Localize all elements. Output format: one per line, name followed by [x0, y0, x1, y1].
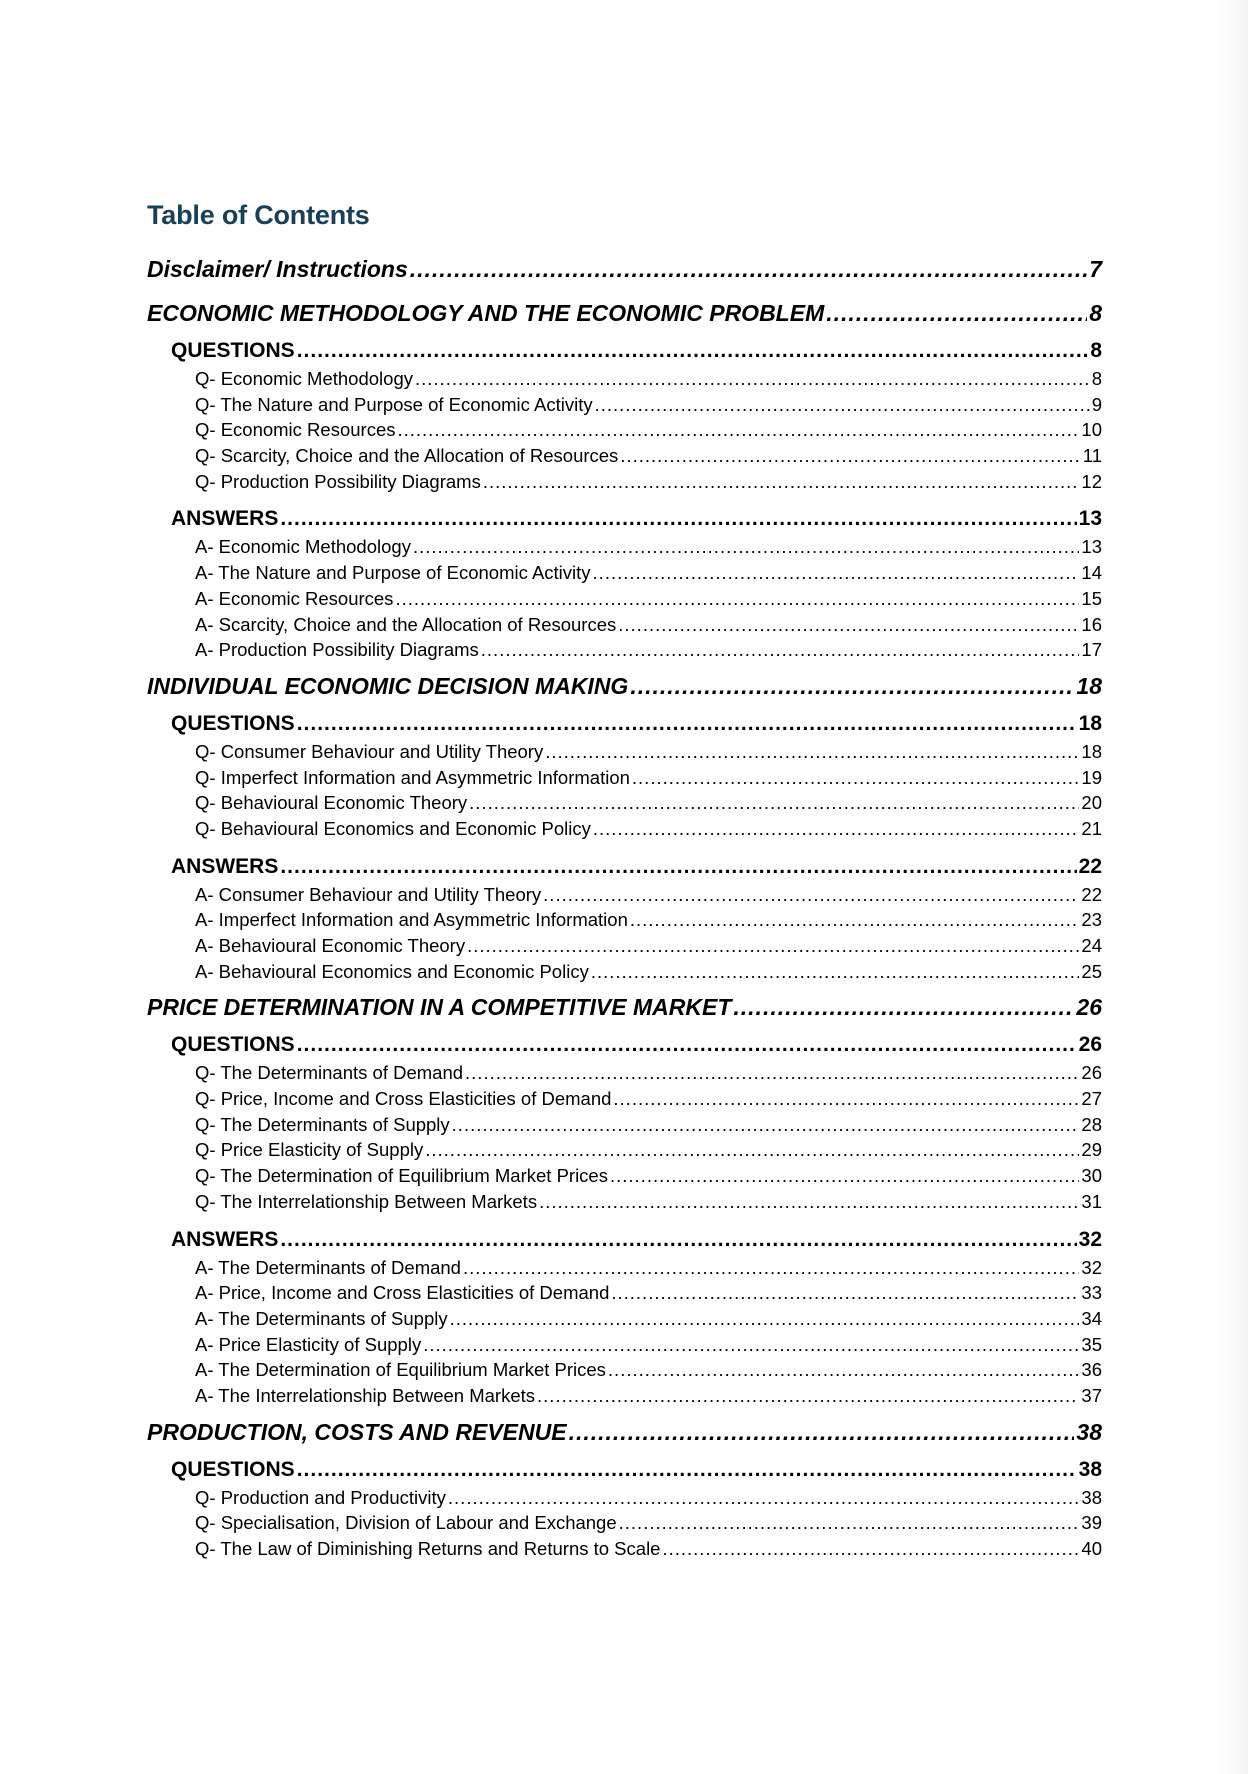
- toc-page-number: 38: [1078, 1457, 1102, 1481]
- dot-leader: [297, 709, 1077, 739]
- toc-page-number: 38: [1076, 1418, 1102, 1445]
- toc-page-number: 13: [1078, 507, 1102, 531]
- toc-entry-label: Q- Production and Productivity: [195, 1486, 446, 1508]
- toc-entry[interactable]: [147, 907, 1102, 933]
- toc-entry[interactable]: [147, 1060, 1102, 1086]
- dot-leader: [297, 1455, 1077, 1485]
- toc-page-number: 32: [1078, 1227, 1102, 1251]
- toc-entry-label: Q- The Determinants of Demand: [195, 1062, 464, 1084]
- toc-entry-label: PRICE DETERMINATION IN A COMPETITIVE MARKET: [147, 994, 732, 1021]
- toc-entry-label: Disclaimer/ Instructions: [147, 256, 408, 282]
- toc-entry[interactable]: [147, 417, 1102, 443]
- toc-entry-label: PRODUCTION, COSTS AND REVENUE: [147, 1418, 567, 1445]
- dot-leader: [632, 765, 1080, 791]
- toc-entry-disclaimer[interactable]: [147, 252, 1102, 290]
- dot-leader: [465, 1060, 1079, 1086]
- toc-page-number: 27: [1081, 1088, 1102, 1110]
- dot-leader: [595, 392, 1090, 418]
- toc-entry-label: A- Economic Methodology: [195, 536, 411, 558]
- toc-page-number: 19: [1081, 766, 1102, 788]
- toc-entry-label: Q- Behavioural Economics and Economic Policy: [195, 817, 591, 839]
- toc-entry-label: Q- Economic Methodology: [195, 368, 413, 389]
- dot-leader: [610, 1163, 1079, 1189]
- dot-leader: [467, 933, 1079, 959]
- toc-entry[interactable]: [147, 612, 1102, 638]
- toc-entry-label: A- Economic Resources: [195, 587, 394, 609]
- toc-page-number: 7: [1089, 256, 1102, 282]
- toc-entry-label: A- The Nature and Purpose of Economic Activity: [195, 562, 591, 584]
- toc-entry-label: ECONOMIC METHODOLOGY AND THE ECONOMIC PROBLEM: [147, 300, 825, 326]
- toc-title: Table of Contents: [147, 200, 370, 230]
- toc-entry-label: Q- Imperfect Information and Asymmetric Information: [195, 766, 630, 788]
- toc-page-number: 9: [1091, 393, 1102, 415]
- dot-leader: [481, 637, 1080, 663]
- toc-questions-heading[interactable]: [147, 709, 1102, 739]
- toc-page-number: 11: [1082, 445, 1102, 467]
- dot-leader: [543, 882, 1079, 908]
- dot-leader: [619, 1510, 1080, 1536]
- toc-entry[interactable]: [147, 765, 1102, 791]
- toc-entry[interactable]: [147, 882, 1102, 908]
- toc-entry[interactable]: [147, 739, 1102, 765]
- toc-entry[interactable]: [147, 366, 1102, 392]
- dot-leader: [539, 1189, 1079, 1215]
- dot-leader: [611, 1280, 1079, 1306]
- toc-page-number: 25: [1081, 960, 1102, 982]
- toc-entry-label: A- Production Possibility Diagrams: [195, 639, 479, 661]
- toc-page-number: 28: [1081, 1113, 1102, 1135]
- dot-leader: [280, 504, 1076, 534]
- toc-entry-label: Q- Specialisation, Division of Labour and Exchange: [195, 1512, 617, 1534]
- dot-leader: [591, 959, 1080, 985]
- toc-page-number: 32: [1081, 1256, 1102, 1278]
- toc-entry[interactable]: [147, 1536, 1102, 1562]
- toc-entry-label: ANSWERS: [171, 1227, 279, 1251]
- dot-leader: [620, 443, 1080, 469]
- toc-page-number: 10: [1081, 419, 1102, 441]
- toc-entry-label: Q- Behavioural Economic Theory: [195, 792, 468, 814]
- toc-entry[interactable]: [147, 959, 1102, 985]
- toc-entry-label: A- Behavioural Economic Theory: [195, 935, 466, 956]
- toc-page-number: 12: [1081, 470, 1102, 492]
- dot-leader: [662, 1536, 1079, 1562]
- toc-answers-heading[interactable]: [147, 504, 1102, 534]
- toc-questions-heading[interactable]: [147, 336, 1102, 366]
- dot-leader: [410, 252, 1087, 286]
- dot-leader: [545, 739, 1079, 765]
- toc-entry[interactable]: [147, 443, 1102, 469]
- toc-entry-label: INDIVIDUAL ECONOMIC DECISION MAKING: [147, 672, 629, 699]
- toc-entry[interactable]: [147, 1112, 1102, 1138]
- toc-page-number: 24: [1081, 935, 1102, 956]
- toc-entry[interactable]: [147, 1383, 1102, 1409]
- toc-entry[interactable]: [147, 1332, 1102, 1358]
- dot-leader: [280, 852, 1076, 882]
- toc-entry-label: Q- Price, Income and Cross Elasticities of Demand: [195, 1088, 612, 1110]
- toc-entry[interactable]: [147, 1510, 1102, 1536]
- dot-leader: [469, 790, 1079, 816]
- toc-entry-label: A- The Determinants of Demand: [195, 1256, 461, 1278]
- toc-answers-heading[interactable]: [147, 1225, 1102, 1255]
- dot-leader: [452, 1112, 1080, 1138]
- toc-page-number: 23: [1081, 909, 1102, 931]
- toc-page-number: 37: [1081, 1384, 1102, 1406]
- toc-section-individual-decision-making[interactable]: [147, 669, 1102, 707]
- toc-page-number: 18: [1078, 711, 1102, 735]
- toc-page-number: 39: [1081, 1512, 1102, 1534]
- toc-page-number: 15: [1081, 587, 1102, 609]
- toc-page-number: 14: [1081, 562, 1102, 584]
- toc-questions-heading[interactable]: [147, 1455, 1102, 1485]
- dot-leader: [415, 366, 1090, 392]
- toc-entry[interactable]: [147, 560, 1102, 586]
- toc-page-number: 8: [1091, 368, 1102, 389]
- dot-leader: [618, 612, 1079, 638]
- dot-leader: [613, 1086, 1079, 1112]
- toc-page-number: 8: [1090, 339, 1102, 362]
- toc-section-economic-methodology[interactable]: [147, 296, 1102, 334]
- toc-answers-heading[interactable]: [147, 852, 1102, 882]
- toc-page-number: 26: [1078, 1033, 1102, 1057]
- toc-entry-label: Q- Production Possibility Diagrams: [195, 470, 481, 492]
- toc-page-number: 30: [1081, 1165, 1102, 1187]
- dot-leader: [463, 1255, 1079, 1281]
- toc-page-number: 29: [1081, 1139, 1102, 1161]
- toc-entry-label: Q- The Nature and Purpose of Economic Activity: [195, 393, 593, 415]
- dot-leader: [569, 1415, 1075, 1449]
- toc-entry[interactable]: [147, 1189, 1102, 1215]
- dot-leader: [423, 1332, 1079, 1358]
- toc-entry-label: QUESTIONS: [171, 1457, 295, 1481]
- toc-entry-label: Q- Consumer Behaviour and Utility Theory: [195, 740, 544, 762]
- toc-entry[interactable]: [147, 1137, 1102, 1163]
- toc-entry-label: Q- The Determination of Equilibrium Market Prices: [195, 1165, 608, 1187]
- toc-entry[interactable]: [147, 1280, 1102, 1306]
- toc-entry-label: Q- Economic Resources: [195, 419, 396, 441]
- dot-leader: [483, 469, 1080, 495]
- toc-entry[interactable]: [147, 1255, 1102, 1281]
- toc-entry-label: A- Scarcity, Choice and the Allocation of Resources: [195, 613, 617, 635]
- dot-leader: [733, 990, 1074, 1024]
- toc-entry-label: A- Price Elasticity of Supply: [195, 1333, 422, 1355]
- toc-entry[interactable]: [147, 816, 1102, 842]
- toc-entry[interactable]: [147, 586, 1102, 612]
- toc-entry[interactable]: [147, 933, 1102, 959]
- toc-entry-label: QUESTIONS: [171, 1033, 295, 1057]
- dot-leader: [395, 586, 1079, 612]
- toc-page-number: 22: [1078, 854, 1102, 878]
- toc-entry[interactable]: [147, 1485, 1102, 1511]
- toc-questions-heading[interactable]: [147, 1030, 1102, 1060]
- toc-page-number: 18: [1081, 740, 1102, 762]
- toc-page-number: 20: [1081, 792, 1102, 814]
- toc-page-number: 26: [1076, 994, 1102, 1021]
- toc-page-number: 34: [1081, 1307, 1102, 1329]
- dot-leader: [448, 1485, 1080, 1511]
- toc-page-number: 36: [1081, 1359, 1102, 1381]
- toc-page-number: 8: [1089, 300, 1102, 326]
- dot-leader: [297, 1030, 1077, 1060]
- toc-entry[interactable]: [147, 637, 1102, 663]
- toc-entry-label: Q- The Law of Diminishing Returns and Returns to Scale: [195, 1538, 661, 1559]
- toc-page-number: 13: [1081, 536, 1102, 558]
- toc-page-number: 17: [1081, 639, 1102, 661]
- dot-leader: [297, 336, 1089, 366]
- toc-page-number: 38: [1081, 1486, 1102, 1508]
- dot-leader: [593, 560, 1080, 586]
- toc-entry-label: ANSWERS: [171, 854, 279, 878]
- toc-entry-label: Q- The Interrelationship Between Markets: [195, 1190, 538, 1212]
- toc-page-number: 33: [1081, 1282, 1102, 1304]
- dot-leader: [630, 907, 1080, 933]
- toc-entry-label: A- Behavioural Economics and Economic Policy: [195, 960, 589, 982]
- toc-entry[interactable]: [147, 392, 1102, 418]
- toc-page-number: 16: [1081, 613, 1102, 635]
- toc-entry-label: A- The Determinants of Supply: [195, 1307, 448, 1329]
- dot-leader: [630, 669, 1074, 703]
- toc-page-number: 26: [1081, 1062, 1102, 1084]
- toc-entry-label: ANSWERS: [171, 507, 279, 531]
- toc-entry[interactable]: [147, 1086, 1102, 1112]
- toc-entry-label: QUESTIONS: [171, 339, 295, 362]
- dot-leader: [425, 1137, 1079, 1163]
- toc-page-number: 35: [1081, 1333, 1102, 1355]
- toc-entry-label: A- Consumer Behaviour and Utility Theory: [195, 883, 542, 905]
- toc-entry-label: Q- Scarcity, Choice and the Allocation of Resources: [195, 445, 619, 467]
- toc-entry[interactable]: [147, 1306, 1102, 1332]
- toc-entry[interactable]: [147, 790, 1102, 816]
- dot-leader: [826, 296, 1087, 330]
- toc-page-number: 21: [1081, 817, 1102, 839]
- dot-leader: [413, 534, 1079, 560]
- toc-entry-label: A- The Determination of Equilibrium Market Prices: [195, 1359, 606, 1381]
- dot-leader: [593, 816, 1080, 842]
- dot-leader: [450, 1306, 1080, 1332]
- dot-leader: [608, 1357, 1080, 1383]
- toc-entry[interactable]: [147, 534, 1102, 560]
- table-of-contents: [147, 252, 1102, 1562]
- toc-entry[interactable]: [147, 1163, 1102, 1189]
- toc-entry-label: Q- The Determinants of Supply: [195, 1113, 450, 1135]
- toc-page-number: 40: [1081, 1538, 1102, 1559]
- dot-leader: [537, 1383, 1079, 1409]
- toc-section-production-costs-revenue[interactable]: [147, 1415, 1102, 1453]
- toc-entry-label: Q- Price Elasticity of Supply: [195, 1139, 424, 1161]
- toc-entry-label: A- Price, Income and Cross Elasticities of Demand: [195, 1282, 610, 1304]
- toc-entry[interactable]: [147, 1357, 1102, 1383]
- dot-leader: [397, 417, 1079, 443]
- toc-section-price-determination[interactable]: [147, 990, 1102, 1028]
- toc-entry-label: QUESTIONS: [171, 711, 295, 735]
- toc-entry-label: A- Imperfect Information and Asymmetric Information: [195, 909, 628, 931]
- toc-entry[interactable]: [147, 469, 1102, 495]
- toc-page-number: 22: [1081, 883, 1102, 905]
- toc-page-number: 18: [1076, 672, 1102, 699]
- toc-page-number: 31: [1081, 1190, 1102, 1212]
- dot-leader: [280, 1225, 1076, 1255]
- toc-entry-label: A- The Interrelationship Between Markets: [195, 1384, 536, 1406]
